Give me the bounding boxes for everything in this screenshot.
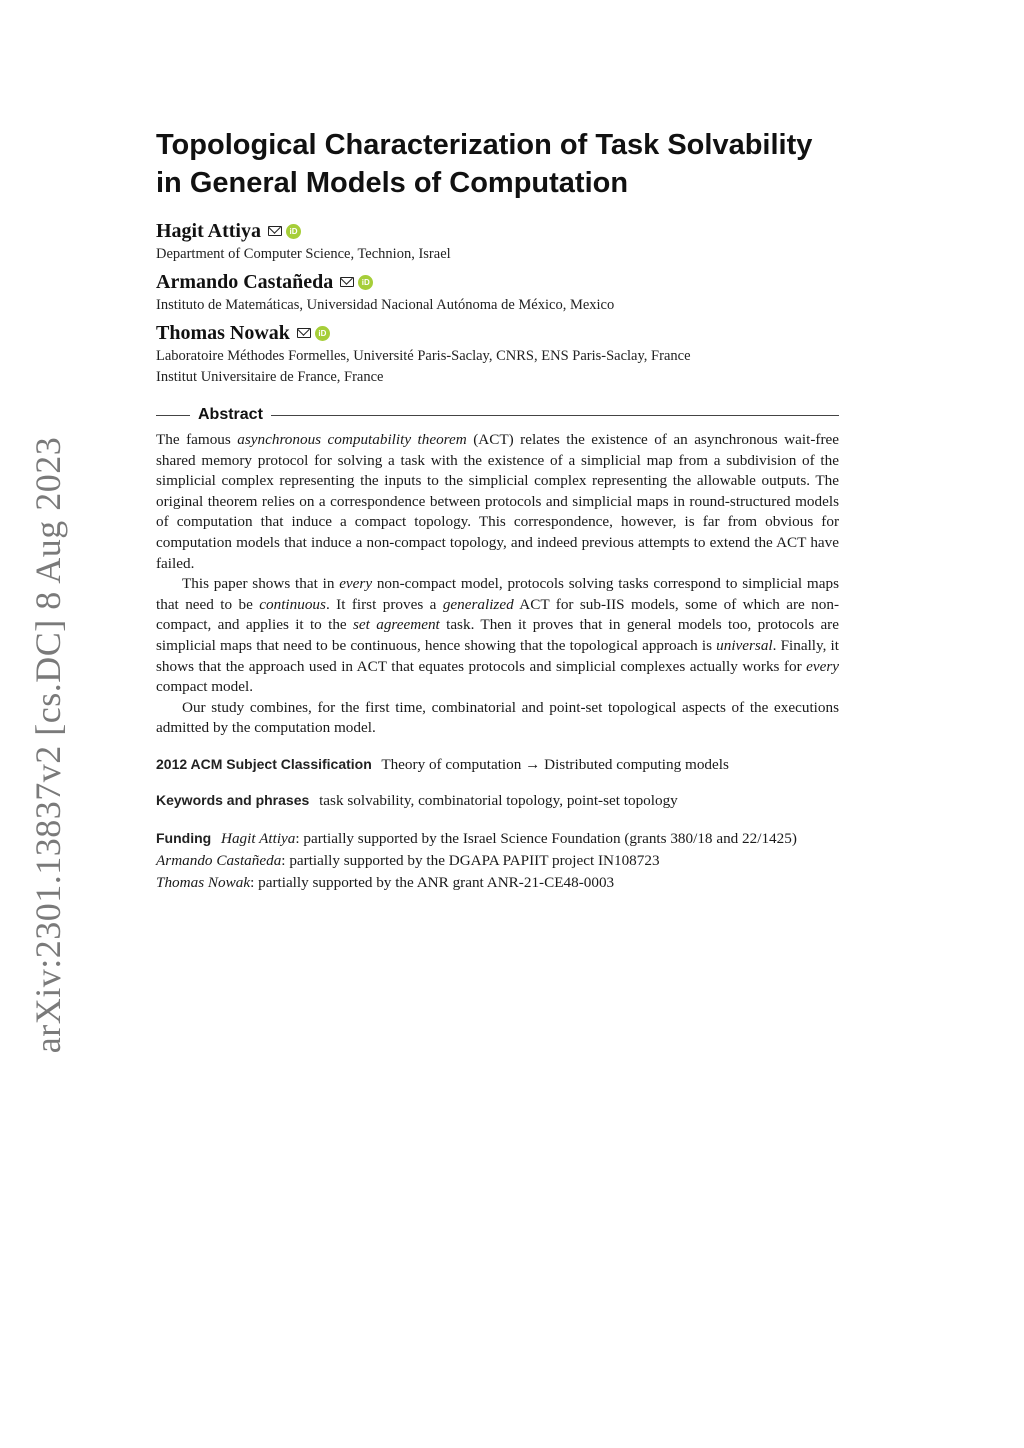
funding-who: Hagit Attiya (221, 829, 296, 847)
acm-classification (156, 753, 839, 776)
funding-what: : partially supported by the DGAPA PAPIIT project IN108723 (281, 851, 660, 869)
author-name: Armando Castañeda (156, 270, 334, 293)
rule-divider (271, 415, 839, 416)
author-affiliation: Instituto de Matemáticas, Universidad Nacional Autónoma de México, Mexico (156, 297, 615, 313)
orcid-icon[interactable]: iD (358, 275, 373, 290)
funding-what: : partially supported by the Israel Science Foundation (grants 380/18 and 22/1425) (295, 829, 797, 847)
paper-title: Topological Characterization of Task Solvability in General Models of Computation (156, 129, 813, 199)
author-affiliation: Department of Computer Science, Technion, Israel (156, 246, 451, 262)
author-block-2 (156, 269, 839, 316)
author-affiliation: Laboratoire Méthodes Formelles, Université Paris-Saclay, CNRS, ENS Paris-Saclay, France (156, 348, 691, 364)
author-name: Hagit Attiya (156, 219, 261, 242)
mail-icon[interactable] (340, 277, 354, 287)
mail-icon[interactable] (297, 328, 311, 338)
author-block-3 (156, 320, 839, 388)
paper-first-page (156, 126, 839, 894)
keywords-value: task solvability, combinatorial topology, point-set topology (319, 791, 678, 809)
abstract-paragraph-2: This paper shows that in every non-compact model, protocols solving tasks correspond to simplicial maps that need to be continuous. It first proves a generalized ACT for sub-IIS models, some of which are non-compact, and applies it to the set agreement task. Then it proves that in general models too, protocols are simplicial maps that need to be continuous, hence showing that the topological approach is universal. Finally, it shows that the approach used in ACT that equates protocols and simplicial complexes actually works for every compact model. (156, 575, 840, 696)
author-affiliation: Institut Universitaire de France, France (156, 369, 384, 385)
arxiv-stamp (18, 436, 78, 1054)
funding-entry (156, 872, 839, 894)
abstract-heading (156, 406, 839, 424)
keywords (156, 789, 839, 812)
abstract-paragraph-1: The famous asynchronous computability theorem (ACT) relates the existence of an asynchronous wait-free shared memory protocol for solving a task with the existence of a simplicial map from a subdivision of the simplicial complex representing the inputs to the simplicial complex representing the allowable outputs. The original theorem relies on a correspondence between protocols and simplicial maps in round-structured models of computation that induce a compact topology. This correspondence, however, is far from obvious for computation models that induce a non-compact topology, and indeed previous attempts to extend the ACT have failed. (156, 431, 839, 572)
arxiv-id: arXiv:2301.13837v2 [cs.DC] 8 Aug 2023 (28, 436, 68, 1054)
funding (156, 827, 839, 850)
author-name: Thomas Nowak (156, 321, 290, 344)
funding-who: Armando Castañeda (156, 851, 282, 869)
acm-key: 2012 ACM Subject Classification (156, 755, 372, 772)
funding-who: Thomas Nowak (156, 873, 251, 891)
orcid-icon[interactable]: iD (286, 224, 301, 239)
keywords-key: Keywords and phrases (156, 791, 310, 808)
funding-entry (156, 850, 839, 872)
funding-what: : partially supported by the ANR grant ANR-21-CE48-0003 (250, 873, 615, 891)
funding-key: Funding (156, 829, 212, 846)
acm-value: Theory of computation → Distributed computing models (381, 755, 729, 773)
rule-divider (156, 415, 190, 416)
orcid-icon[interactable]: iD (315, 326, 330, 341)
abstract-title: Abstract (198, 406, 263, 423)
mail-icon[interactable] (268, 226, 282, 236)
abstract-paragraph-3: Our study combines, for the first time, combinatorial and point-set topological aspects of the executions admitted by the computation model. (156, 698, 839, 737)
author-block-1 (156, 218, 839, 265)
